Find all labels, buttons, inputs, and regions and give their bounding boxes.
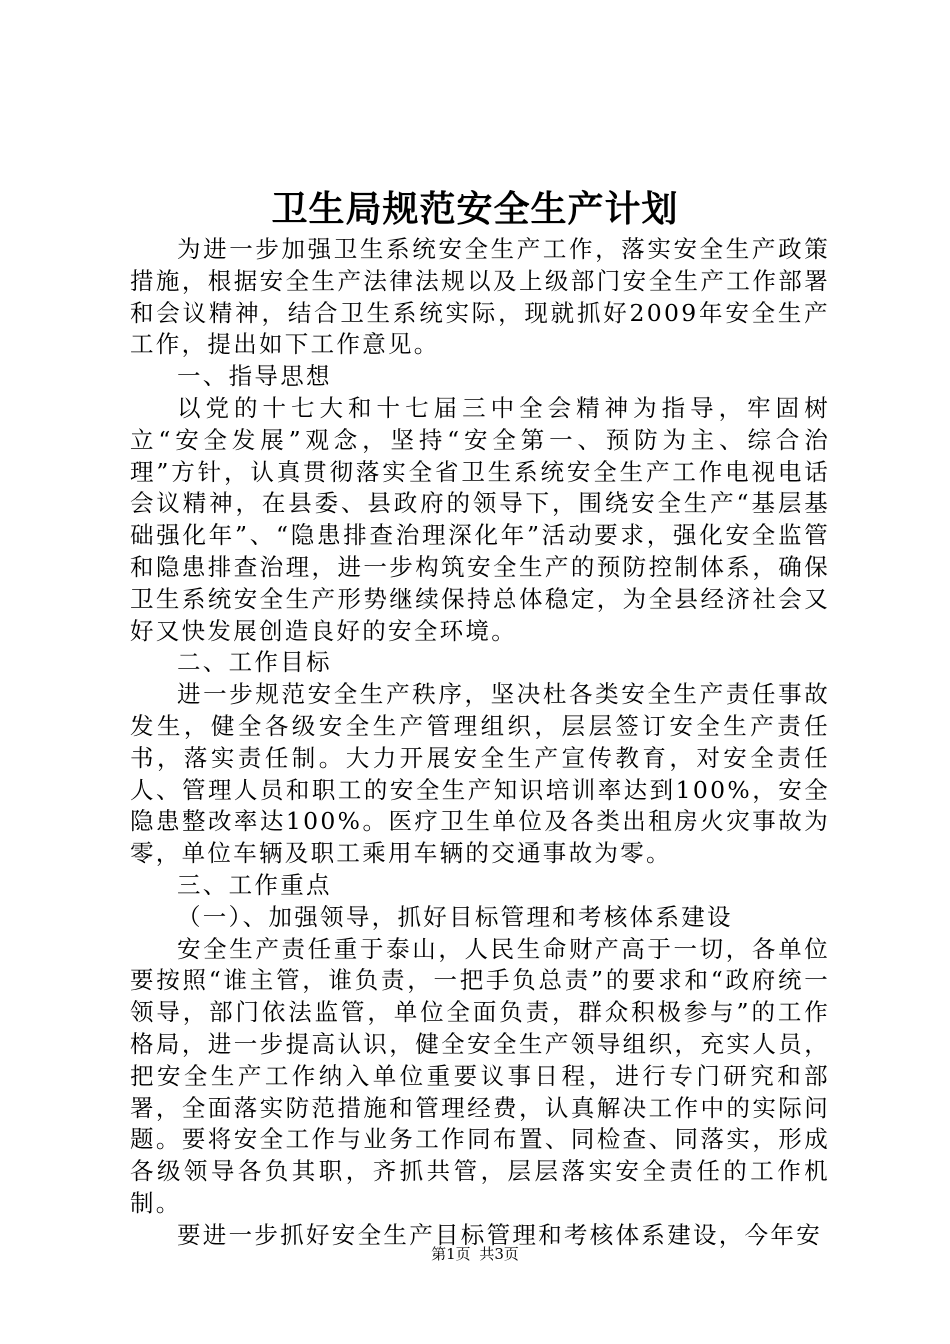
section-heading-guiding-ideology: 一、指导思想 (177, 362, 332, 391)
section-heading-work-focus: 三、工作重点 (177, 870, 332, 899)
page-footer (0, 1243, 950, 1265)
page-number-total: 共3页 (479, 1245, 519, 1263)
document-body (130, 234, 830, 1252)
subsection-heading-leadership: （一）、加强领导，抓好目标管理和考核体系建设 (177, 902, 733, 931)
paragraph-target-management: 要进一步抓好安全生产目标管理和考核体系建设，今年安 (177, 1220, 822, 1249)
paragraph-work-goals: 进一步规范安全生产秩序，坚决杜各类安全生产责任事故发生，健全各级安全生产管理组织，层层签订安全生产责任书，落实责任制。大力开展安全生产宣传教育，对安全责任人、管理人员和职工的安全生产知识培训率达到100%，安全隐患整改率达100%。医疗卫生单位及各类出租房火灾事故为零，单位车辆及职工乘用车辆的交通事故为零。 (130, 680, 830, 868)
paragraph-leadership: 安全生产责任重于泰山，人民生命财产高于一切，各单位要按照“谁主管，谁负责，一把手负总责”的要求和“政府统一领导，部门依法监管，单位全面负责，群众积极参与”的工作格局，进一步提高认识，健全安全生产领导组织，充实人员，把安全生产工作纳入单位重要议事日程，进行专门研究和部署，全面落实防范措施和管理经费，认真解决工作中的实际问题。要将安全工作与业务工作同布置、同检查、同落实，形成各级领导各负其职，齐抓共管，层层落实安全责任的工作机制。 (130, 934, 830, 1217)
page-number-current: 第1页 (431, 1245, 471, 1263)
paragraph-intro: 为进一步加强卫生系统安全生产工作，落实安全生产政策措施，根据安全生产法律法规以及上级部门安全生产工作部署和会议精神，结合卫生系统实际，现就抓好2009年安全生产工作，提出如下工作意见。 (130, 235, 830, 359)
document-title: 卫生局规范安全生产计划 (271, 188, 679, 230)
paragraph-guiding-ideology: 以党的十七大和十七届三中全会精神为指导，牢固树立“安全发展”观念，坚持“安全第一、预防为主、综合治理”方针，认真贯彻落实全省卫生系统安全生产工作电视电话会议精神，在县委、县政府的领导下，围绕安全生产“基层基础强化年”、“隐患排查治理深化年”活动要求，强化安全监管和隐患排查治理，进一步构筑安全生产的预防控制体系，确保卫生系统安全生产形势继续保持总体稳定，为全县经济社会又好又快发展创造良好的安全环境。 (130, 393, 830, 645)
section-heading-work-goals: 二、工作目标 (177, 648, 332, 677)
